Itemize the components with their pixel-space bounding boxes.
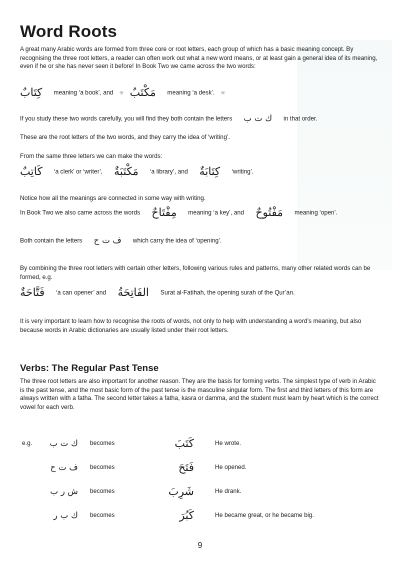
verb-arabic: فَتَحَ — [178, 461, 194, 474]
gloss-fatihah: Surat al-Fatihah, the opening surah of the Qur’an. — [160, 289, 295, 297]
both-text: Both contain the letters — [20, 237, 83, 245]
arabic-word-writing: كِتَابَةٌ — [199, 165, 221, 178]
arabic-word-can-opener: فَتَّاحَةٌ — [20, 286, 45, 299]
study-letters-line — [20, 112, 317, 126]
example-book-desk — [20, 86, 229, 100]
verb-row — [0, 508, 400, 524]
same-letters-paragraph: From the same three letters we can make the words: — [20, 153, 163, 160]
verb-arabic: كَبُرَ — [179, 509, 194, 522]
verb-root-letters: ف ت ح — [50, 463, 78, 473]
arabic-word-writer: كَاتِبٌ — [20, 165, 43, 178]
section-heading: Verbs: The Regular Past Tense — [20, 363, 159, 374]
verb-row — [0, 436, 400, 452]
gloss-can-opener: ‘a can opener’ and — [56, 289, 107, 297]
becomes-label: becomes — [90, 440, 115, 447]
page-number: 9 — [197, 541, 203, 550]
arabic-word-book: كِتَابٌ — [20, 86, 43, 99]
gloss-open: meaning ‘open’. — [294, 209, 338, 217]
verb-meaning: He opened. — [215, 464, 247, 471]
both-letters-line — [20, 234, 222, 248]
gloss-writer: ‘a clerk’ or ‘writer’, — [53, 168, 103, 176]
page-title: Word Roots — [20, 22, 118, 41]
verb-row — [0, 484, 400, 500]
example-writer-library — [20, 165, 254, 179]
verbs-paragraph: The three root letters are also important for another reason. They are the basis for forming verbs. The simplest type of verb in Arabic is the past tense, and the most basic form of the past tense is the masculine singular form. The first and third letters of this form are always written with a fatha. The second letter takes a fatha, kasra or damma, and the student must learn by heart which is the correct vowel for each verb. — [20, 378, 379, 411]
arabic-word-key: مِفْتَاحٌ — [151, 206, 177, 219]
study-tail: in that order. — [283, 115, 318, 123]
verb-meaning: He drank. — [215, 488, 242, 495]
decorative-asterisk: ✳ — [220, 90, 226, 97]
verb-root-letters: ك ت ب — [49, 439, 78, 449]
key-open-lead: In Book Two we also came across the words — [20, 209, 141, 217]
verb-arabic: كَتَبَ — [174, 437, 194, 450]
decorative-asterisk: ✳ — [119, 90, 125, 97]
gloss-writing: ‘writing’. — [231, 168, 254, 176]
arabic-word-open: مَفْتُوحٌ — [255, 206, 284, 219]
both-tail: which carry the idea of ‘opening’. — [132, 237, 222, 245]
verb-root-letters: ش ر ب — [50, 487, 78, 497]
becomes-label: becomes — [90, 512, 115, 519]
gloss-key: meaning ‘a key’, and — [188, 209, 245, 217]
root-letters-ktb: ك ت ب — [243, 114, 273, 124]
arabic-word-library: مَكْتَبَةٌ — [114, 165, 139, 178]
eg-label: e.g. — [22, 440, 33, 447]
intro-paragraph: A great many Arabic words are formed from three core or root letters, each group of which has a basic meaning concept. By recognising the three root letters, a reader can often work out what a new word means, or at least gain a general idea of its meaning, even if he or she has never seen it before! In Book Two we came across the two words: — [20, 46, 378, 71]
becomes-label: becomes — [90, 464, 115, 471]
notice-paragraph: Notice how all the meanings are connected in some way with writing. — [20, 195, 206, 202]
becomes-label: becomes — [90, 488, 115, 495]
importance-paragraph: It is very important to learn how to recognise the roots of words, not only to help with understanding a word’s meaning, but also because words in Arabic dictionaries are usually listed under their root letters. — [20, 318, 362, 334]
verb-row — [0, 460, 400, 476]
study-text: If you study these two words carefully, you will find they both contain the letters — [20, 115, 233, 123]
verb-meaning: He wrote. — [215, 440, 242, 447]
arabic-word-desk: مَكْتَبٌ — [129, 86, 156, 99]
example-can-opener — [20, 286, 295, 300]
verb-arabic: شَرِبَ — [168, 485, 194, 498]
gloss-library: ‘a library’, and — [149, 168, 188, 176]
verb-meaning: He became great, or he became big. — [215, 512, 314, 519]
example-key-open — [20, 206, 337, 220]
combining-paragraph: By combining the three root letters with certain other letters, following various rules and patterns, many other related words can be formed, e.g. — [20, 265, 371, 281]
root-letters-fth: ف ت ح — [93, 236, 122, 246]
arabic-word-fatihah: الفَاتِحَةُ — [117, 286, 149, 299]
root-letters-paragraph: These are the root letters of the two words, and they carry the idea of ‘writing’. — [20, 134, 230, 141]
verb-root-letters: ك ب ر — [53, 511, 78, 521]
gloss-book: meaning ‘a book’, and — [53, 89, 114, 97]
gloss-desk: meaning ‘a desk’. — [167, 89, 215, 97]
